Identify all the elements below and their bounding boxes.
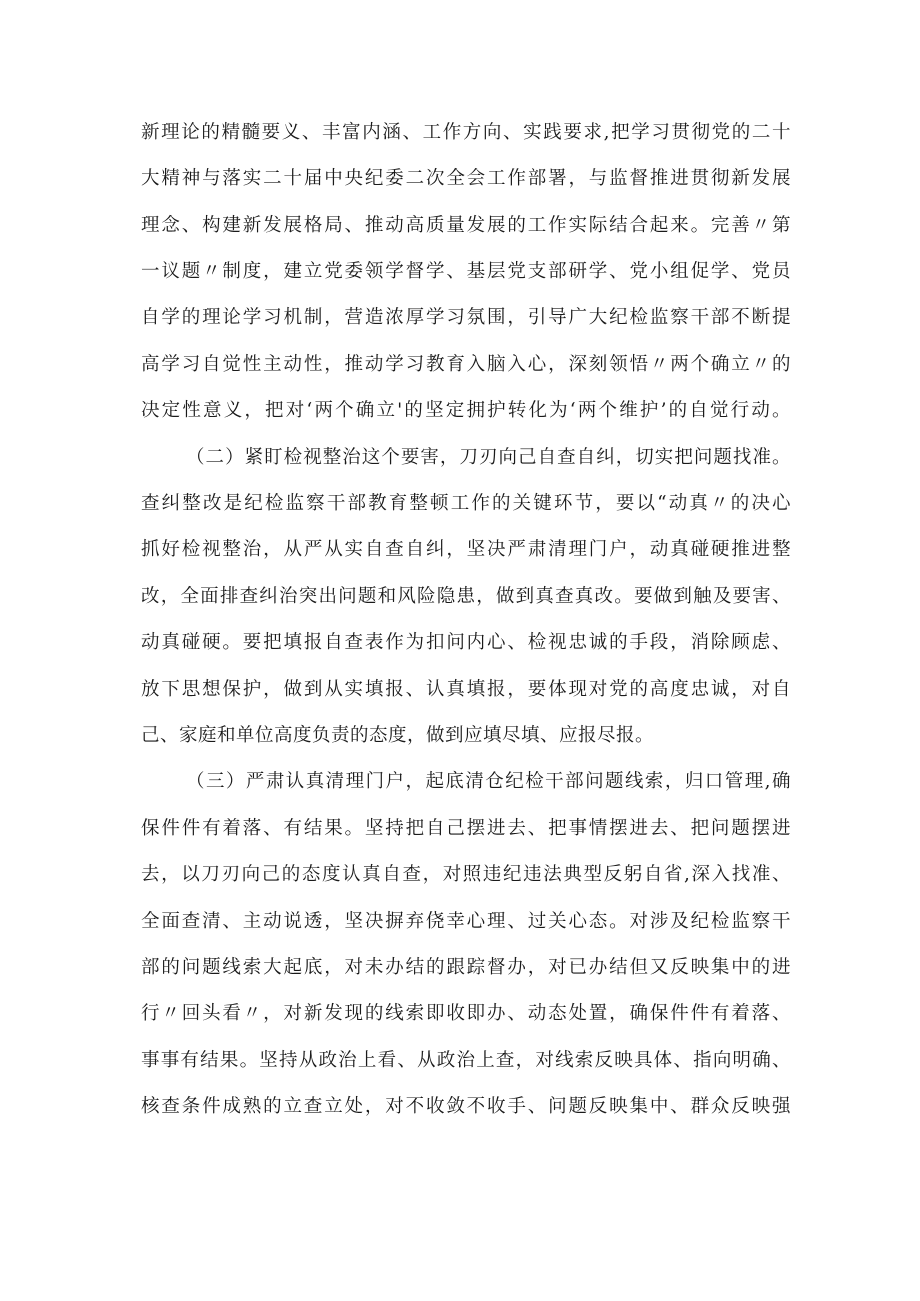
text-line: 核查条件成熟的立查立处，对不收敛不收手、问题反映集中、群众反映强 xyxy=(141,1096,791,1117)
text-line: 放下思想保护，做到从实填报、认真填报，要体现对党的高度忠诚，对自 xyxy=(141,679,791,700)
text-line: 大精神与落实二十届中央纪委二次全会工作部署，与监督推进贯彻新发展 xyxy=(141,168,791,189)
text-line: 一议题〃制度，建立党委领学督学、基层党支部研学、党小组促学、党员 xyxy=(141,261,791,282)
text-line: 抓好检视整治，从严从实自查自纠，坚决严肃清理门户，动真碰硬推进整 xyxy=(141,539,791,560)
text-line: 新理论的精髓要义、丰富内涵、工作方向、实践要求,把学习贯彻党的二十 xyxy=(141,122,791,143)
text-line: 自学的理论学习机制，营造浓厚学习氛围，引导广大纪检监察干部不断提 xyxy=(141,307,791,328)
text-line: （三）严肃认真清理门户，起底清仓纪检干部问题线索，归口管理,确 xyxy=(186,771,791,792)
text-line: 高学习自觉性主动性，推动学习教育入脑入心，深刻领悟〃两个确立〃的 xyxy=(141,354,791,375)
text-line: 查纠整改是纪检监察干部教育整顿工作的关键环节，要以“动真〃的决心 xyxy=(141,493,791,514)
text-line: 部的问题线索大起底，对未办结的跟踪督办，对已办结但又反映集中的进 xyxy=(141,957,791,978)
text-line: 行〃回头看〃，对新发现的线索即收即办、动态处置，确保件件有着落、 xyxy=(141,1003,791,1024)
text-line: 决定性意义，把对‘两个确立'的坚定拥护转化为‘两个维护’的自觉行动。 xyxy=(141,400,791,421)
text-line: 去，以刀刃向己的态度认真自查，对照违纪违法典型反躬自省,深入找准、 xyxy=(141,864,791,885)
text-line: 保件件有着落、有结果。坚持把自己摆进去、把事情摆进去、把问题摆进 xyxy=(141,818,791,839)
text-line: 全面查清、主动说透，坚决摒弃侥幸心理、过关心态。对涉及纪检监察干 xyxy=(141,911,791,932)
text-line: 己、家庭和单位高度负责的态度，做到应填尽填、应报尽报。 xyxy=(141,725,655,746)
text-line: 理念、构建新发展格局、推动高质量发展的工作实际结合起来。完善〃第 xyxy=(141,215,791,236)
text-line: 事事有结果。坚持从政治上看、从政治上查，对线索反映具体、指向明确、 xyxy=(141,1050,791,1071)
text-line: 改，全面排查纠治突出问题和风险隐患，做到真查真改。要做到触及要害、 xyxy=(141,586,791,607)
text-line: 动真碰硬。要把填报自查表作为扣问内心、检视忠诚的手段，消除顾虑、 xyxy=(141,632,791,653)
text-line: （二）紧盯检视整治这个要害，刀刃向己自查自纠，切实把问题找准。 xyxy=(186,447,791,468)
